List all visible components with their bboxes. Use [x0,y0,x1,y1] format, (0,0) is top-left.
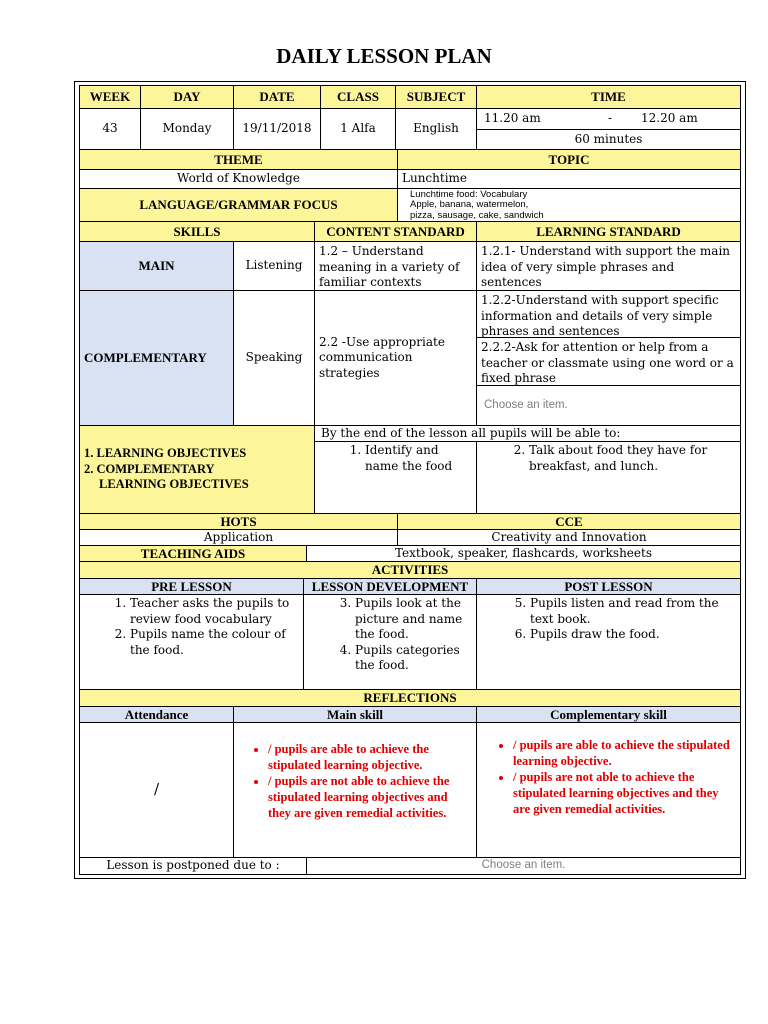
post-lesson-header: POST LESSON [476,578,741,595]
duration: 60 minutes [476,129,741,150]
time-start: 11.20 am [484,111,541,125]
skills-header: SKILLS [79,221,315,242]
content-standard-header: CONTENT STANDARD [314,221,477,242]
reflection-bullet: • / pupils are not able to achieve the stipulated learning objectives and they are given remedial activities. [513,769,732,817]
choose-item-dropdown[interactable]: Choose an item. [476,385,741,426]
learning-standard-header: LEARNING STANDARD [476,221,741,242]
teaching-aids-value: Textbook, speaker, flashcards, worksheets [306,545,741,562]
post-lesson-cell [476,594,741,690]
week-value: 43 [79,108,141,150]
cce-value: Creativity and Innovation [397,529,741,546]
class-header: CLASS [320,85,396,109]
lesson-development-cell [303,594,477,690]
objective-item: 1. Identify and name the food [365,443,464,474]
attendance-value: / [79,722,234,858]
main-label: MAIN [79,241,234,291]
postponed-label: Lesson is postponed due to : [79,857,307,875]
reflections-header: REFLECTIONS [79,689,741,707]
main-skill: Listening [233,241,315,291]
day-value: Monday [140,108,234,150]
attendance-header: Attendance [79,706,234,723]
topic-header: TOPIC [397,149,741,170]
activities-header: ACTIVITIES [79,561,741,579]
focus-line: Lunchtime food: Vocabulary [410,189,528,200]
pre-lesson-header: PRE LESSON [79,578,304,595]
post-lesson-item: 5. Pupils listen and read from the text book. [530,596,734,627]
page-title: DAILY LESSON PLAN [276,44,492,68]
cce-header: CCE [397,513,741,530]
hots-value: Application [79,529,398,546]
subject-value: English [395,108,477,150]
reflection-bullet: • / pupils are able to achieve the stipulated learning objective. [268,741,468,773]
objectives-label-line: 1. LEARNING OBJECTIVES [84,446,247,461]
main-skill-reflection [233,722,477,858]
objective-1 [314,441,477,514]
time-range [476,108,741,130]
day-header: DAY [140,85,234,109]
objectives-label [79,425,315,514]
focus-line: Apple, banana, watermelon, [410,199,529,211]
lesson-development-item: 3. Pupils look at the picture and name the food. [355,596,470,643]
teaching-aids-header: TEACHING AIDS [79,545,307,562]
postponed-choose-item-dropdown[interactable]: Choose an item. [306,857,741,875]
main-content-standard: 1.2 – Understand meaning in a variety of familiar contexts [314,241,477,291]
complementary-label: COMPLEMENTARY [79,290,234,426]
complementary-learning-standard-2: 2.2.2-Ask for attention or help from a teacher or classmate using one word or a fixed phrase [476,337,741,386]
objective-item: 2. Talk about food they have for breakfast, and lunch. [529,443,732,474]
time-end: 12.20 am [641,111,698,125]
objective-2 [476,441,741,514]
complementary-skill: Speaking [233,290,315,426]
focus-line: pizza, sausage, cake, sandwich [410,209,544,221]
language-focus-header: LANGUAGE/GRAMMAR FOCUS [79,188,398,222]
topic-value: Lunchtime [397,169,741,189]
reflection-bullet: • / pupils are not able to achieve the stipulated learning objectives and they are given remedial activities. [268,773,468,821]
main-skill-header: Main skill [233,706,477,723]
reflection-bullet: • / pupils are able to achieve the stipulated learning objective. [513,737,732,769]
theme-header: THEME [79,149,398,170]
week-header: WEEK [79,85,141,109]
subject-header: SUBJECT [395,85,477,109]
complementary-content-standard: 2.2 -Use appropriate communication strategies [314,290,477,426]
hots-header: HOTS [79,513,398,530]
date-header: DATE [233,85,321,109]
complementary-skill-header: Complementary skill [476,706,741,723]
time-header: TIME [476,85,741,109]
time-dash: - [608,111,613,125]
class-value: 1 Alfa [320,108,396,150]
lesson-development-header: LESSON DEVELOPMENT [303,578,477,595]
objectives-label-line: LEARNING OBJECTIVES [99,477,249,492]
language-focus-value [397,188,741,222]
post-lesson-item: 6. Pupils draw the food. [530,627,734,643]
complementary-learning-standard-1: 1.2.2-Understand with support specific information and details of very simple phrases and sentences [476,290,741,338]
objectives-label-line: 2. COMPLEMENTARY [84,461,215,476]
pre-lesson-cell [79,594,304,690]
theme-value: World of Knowledge [79,169,398,189]
date-value: 19/11/2018 [233,108,321,150]
complementary-skill-reflection [476,722,741,858]
pre-lesson-item: 2. Pupils name the colour of the food. [130,627,295,658]
lesson-development-item: 4. Pupils categories the food. [355,643,470,674]
objectives-intro: By the end of the lesson all pupils will be able to: [314,425,741,442]
pre-lesson-item: 1. Teacher asks the pupils to review food vocabulary [130,596,295,627]
main-learning-standard: 1.2.1- Understand with support the main idea of very simple phrases and sentences [476,241,741,291]
